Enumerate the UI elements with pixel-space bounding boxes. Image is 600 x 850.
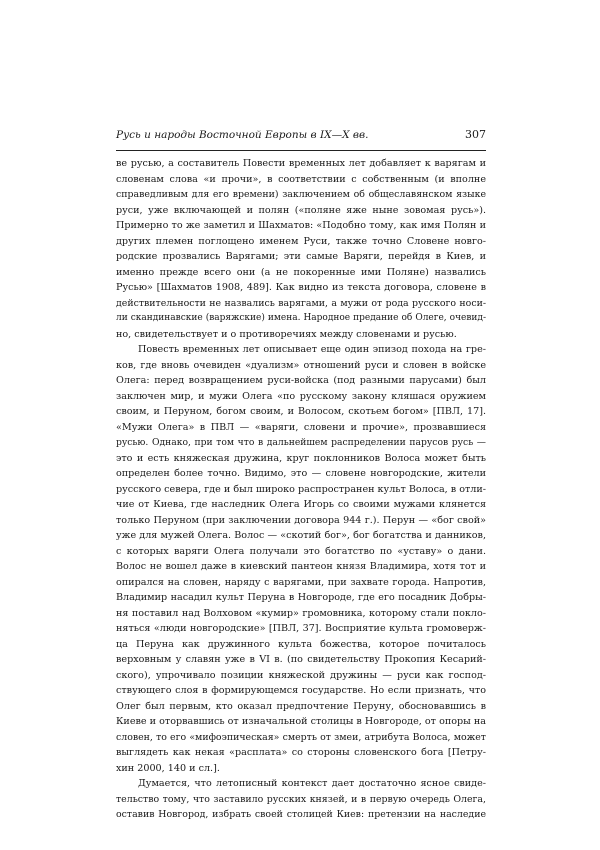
text-line: ствующего слоя в формирующемся государстве. Но если признать, что [116, 685, 486, 696]
text-line: Волос не вошел даже в киевский пантеон князя Владимира, хотя тот и [116, 561, 486, 572]
text-line: ве русью, а составитель Повести временных лет добавляет к варягам и [116, 158, 486, 169]
text-line: определен более точно. Видимо, это — словене новгородские, жители [116, 468, 486, 479]
page-number: 307 [465, 128, 486, 141]
text-line: это и есть княжеская дружина, круг поклонников Волоса может быть [116, 452, 486, 464]
text-line: заключен мир, и мужи Олега «по русскому закону кляшася оружием [116, 390, 486, 402]
header-rule [116, 150, 486, 151]
text-line: руси, уже включающей и полян («поляне яже ныне зовомая русь»). [116, 204, 486, 216]
text-line: Киеве и оторвавшись от изначальной столицы в Новгороде, от опоры на [116, 716, 486, 727]
body-text [116, 156, 486, 823]
text-line: других племен поглощено именем Руси, также точно Словене новго- [116, 235, 486, 247]
text-line: верховным у славян уже в VI в. (по свидетельству Прокопия Кесарий- [116, 654, 486, 665]
text-line: Владимир насадил культ Перуна в Новгороде, где его посадник Добры- [116, 592, 486, 603]
text-line: словен, то его «мифоэпическая» смерть от змеи, атрибута Волоса, может [116, 731, 486, 743]
text-line: Олега: перед возвращением руси-войска (под разными парусами) был [116, 375, 486, 386]
running-title: Русь и народы Восточной Европы в IX—X вв. [116, 129, 369, 141]
text-line: хин 2000, 140 и сл.]. [116, 762, 220, 774]
text-line: ли скандинавские (варяжские) имена. Народное предание об Олеге, очевид- [116, 313, 486, 323]
text-line: ского), упрочивало позиции княжеской дружины — руси как господ- [116, 669, 486, 681]
page-header [116, 126, 486, 146]
paragraph-first-line: Повесть временных лет описывает еще один эпизод похода на гре- [138, 344, 486, 355]
text-line: «Мужи Олега» в ПВЛ — «варяги, словени и прочие», прозвавшиеся [116, 421, 486, 433]
text-line: но, свидетельствует и о противоречиях между словенами и русью. [116, 328, 457, 340]
text-line: словенам слова «и прочи», в соответствии с собственным (и вполне [116, 173, 486, 185]
text-line: русью. Однако, при том что в дальнейшем распределении парусов русь — [116, 437, 486, 448]
text-line: няться «люди новгородские» [ПВЛ, 37]. Восприятие культа громоверж- [116, 623, 486, 634]
text-line: оставив Новгород, избрать своей столицей Киев: претензии на наследие [116, 809, 486, 820]
text-line: Примерно то же заметил и Шахматов: «Подобно тому, как имя Полян и [116, 220, 486, 231]
paragraph-first-line: Думается, что летописный контекст дает достаточно ясное свиде- [138, 778, 486, 789]
text-line: только Перуном (при заключении договора 944 г.). Перун — «бог свой» [116, 514, 486, 526]
text-line: чие от Киева, где наследник Олега Игорь со своими мужами клянется [116, 499, 486, 510]
text-line: Олег был первым, кто оказал предпочтение Перуну, обосновавшись в [116, 700, 486, 712]
text-line: Русью» [Шахматов 1908, 489]. Как видно из текста договора, словене в [116, 282, 486, 293]
text-line: родские прозвались Варягами; эти самые Варяги, перейдя в Киев, и [116, 251, 486, 262]
text-line: именно прежде всего они (а не покоренные ими Поляне) назвались [116, 266, 486, 278]
text-line: выглядеть как некая «расплата» со стороны словенского бога [Петру- [116, 747, 486, 758]
text-line: справедливым для его времени) заключением об общеславянском языке [116, 189, 486, 200]
text-line: русского севера, где и был широко распространен культ Волоса, в отли- [116, 483, 486, 495]
text-line: ня поставил над Волховом «кумир» громовника, которому стали покло- [116, 607, 486, 619]
text-line: опирался на словен, наряду с варягами, при захвате города. Напротив, [116, 576, 486, 588]
text-line: ков, где вновь очевиден «дуализм» отношений руси и словен в войске [116, 359, 486, 371]
text-line: с которых варяги Олега получали это богатство по «уставу» о дани. [116, 545, 486, 557]
text-line: своим, и Перуном, богом своим, и Волосом, скотьем богом» [ПВЛ, 17]. [116, 406, 486, 417]
text-line: действительности не назвались варягами, а мужи от рода русского носи- [116, 297, 486, 309]
text-line: ца Перуна как дружинного культа божества, которое почиталось [116, 638, 486, 650]
text-line: тельство тому, что заставило русских князей, и в первую очередь Олега, [116, 793, 486, 805]
text-line: уже для мужей Олега. Волос — «скотий бог», бог богатства и данников, [116, 530, 486, 541]
